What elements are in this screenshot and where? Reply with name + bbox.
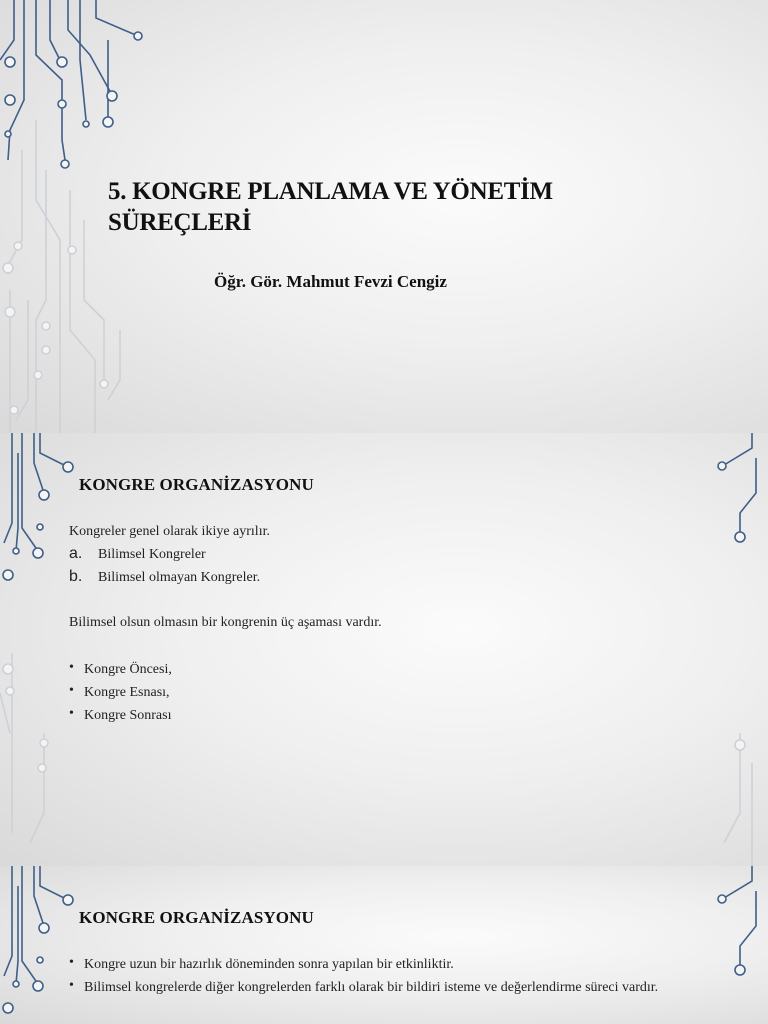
list-marker: a. xyxy=(69,545,83,562)
intro-text: Kongreler genel olarak ikiye ayrılır. xyxy=(69,524,270,539)
bullet-icon: • xyxy=(69,706,74,721)
list-item-text: Kongre Sonrası xyxy=(84,708,172,723)
section-heading: KONGRE ORGANİZASYONU xyxy=(79,908,314,927)
list-item-text: Kongre Öncesi, xyxy=(84,662,172,677)
list-item xyxy=(69,658,369,681)
title-slide xyxy=(0,0,768,433)
list-item-text: Bilimsel Kongreler xyxy=(98,547,206,562)
kongre-types-list xyxy=(69,543,469,589)
bullet-icon: • xyxy=(69,955,74,970)
list-item xyxy=(69,704,369,727)
circuit-decoration-icon xyxy=(0,866,768,1024)
list-item xyxy=(69,976,709,999)
kongre-info-list xyxy=(69,953,709,999)
presentation-title: 5. KONGRE PLANLAMA VE YÖNETİM SÜREÇLERİ xyxy=(108,178,553,236)
list-item xyxy=(69,681,369,704)
section-heading: KONGRE ORGANİZASYONU xyxy=(79,475,314,494)
list-item-text: Bilimsel olmayan Kongreler. xyxy=(98,570,261,585)
content-slide xyxy=(0,433,768,866)
author-name: Öğr. Gör. Mahmut Fevzi Cengiz xyxy=(214,272,447,291)
circuit-decoration-icon xyxy=(0,433,768,866)
bullet-icon: • xyxy=(69,978,74,993)
content-slide xyxy=(0,866,768,1024)
list-item-text: Bilimsel kongrelerde diğer kongrelerden farklı olarak bir bildiri isteme ve değerlendirme süreci vardır. xyxy=(84,980,659,995)
list-item-text: Kongre Esnası, xyxy=(84,685,170,700)
stages-intro-text: Bilimsel olsun olmasın bir kongrenin üç aşaması vardır. xyxy=(69,615,382,630)
kongre-stages-list xyxy=(69,658,369,727)
list-item-text: Kongre uzun bir hazırlık döneminden sonra yapılan bir etkinliktir. xyxy=(84,957,454,972)
bullet-icon: • xyxy=(69,660,74,675)
list-item xyxy=(69,566,469,589)
list-item xyxy=(69,543,469,566)
bullet-icon: • xyxy=(69,683,74,698)
list-item xyxy=(69,953,709,976)
list-marker: b. xyxy=(69,568,83,585)
